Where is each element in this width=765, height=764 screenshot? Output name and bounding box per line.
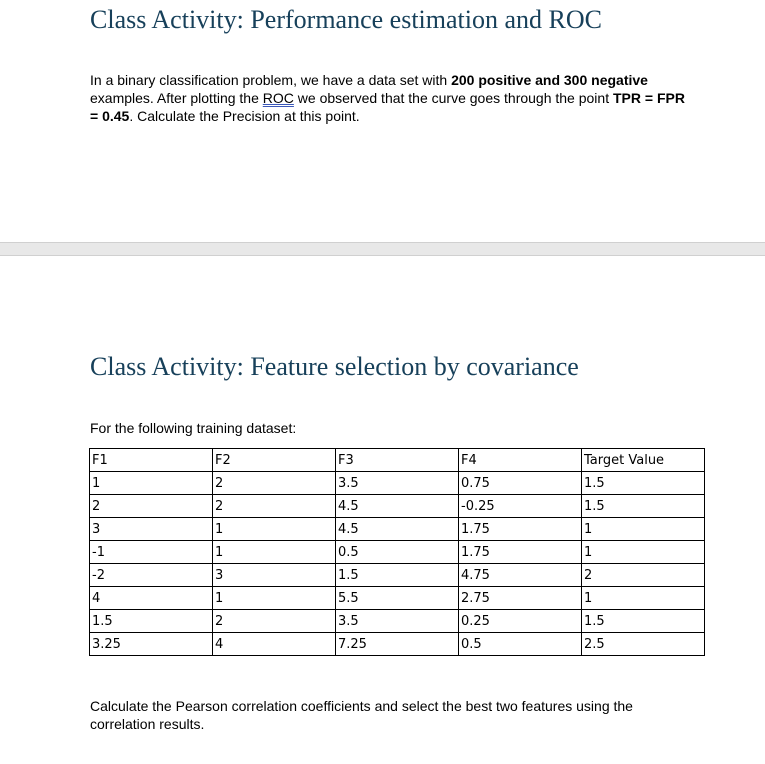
- table-cell: 1.5: [582, 472, 705, 495]
- table-row: [90, 587, 705, 610]
- table-cell: 4.5: [336, 518, 459, 541]
- column-header: F4: [459, 449, 582, 472]
- dataset-intro: For the following training dataset:: [90, 420, 297, 436]
- table-row: [90, 564, 705, 587]
- table-cell: 4.5: [336, 495, 459, 518]
- section-two-title: Class Activity: Feature selection by covariance: [90, 352, 579, 381]
- table-cell: 1.75: [459, 541, 582, 564]
- column-header: Target Value: [582, 449, 705, 472]
- table-cell: 1: [90, 472, 213, 495]
- table-cell: 1.5: [336, 564, 459, 587]
- table-row: [90, 472, 705, 495]
- table-cell: 1: [582, 518, 705, 541]
- table-cell: 2: [582, 564, 705, 587]
- table-cell: 2: [213, 610, 336, 633]
- training-dataset-table: [89, 448, 705, 656]
- table-cell: 3: [90, 518, 213, 541]
- table-cell: 7.25: [336, 633, 459, 656]
- table-cell: 2: [213, 495, 336, 518]
- table-cell: 0.5: [459, 633, 582, 656]
- table-cell: 1: [582, 587, 705, 610]
- table-cell: 2: [213, 472, 336, 495]
- problem-text-part: In a binary classification problem, we have a data set with: [90, 72, 452, 88]
- table-cell: -1: [90, 541, 213, 564]
- table-cell: 1.5: [90, 610, 213, 633]
- table-cell: 3.5: [336, 472, 459, 495]
- table-cell: 5.5: [336, 587, 459, 610]
- table-cell: 3.25: [90, 633, 213, 656]
- table-row: [90, 518, 705, 541]
- problem-text-part: . Calculate the Precision at this point.: [129, 108, 360, 124]
- table-row: [90, 541, 705, 564]
- correlation-question: Calculate the Pearson correlation coefficients and select the best two features using the correlation results.: [90, 698, 633, 732]
- table-cell: 3.5: [336, 610, 459, 633]
- table-cell: 1.75: [459, 518, 582, 541]
- column-header: F1: [90, 449, 213, 472]
- roc-term: ROC: [262, 90, 294, 106]
- table-cell: 1: [213, 587, 336, 610]
- table-cell: 0.5: [336, 541, 459, 564]
- table-row: [90, 610, 705, 633]
- table-cell: 2.75: [459, 587, 582, 610]
- problem-text-part: examples. After plotting the: [90, 90, 263, 106]
- table-row: [90, 633, 705, 656]
- table-cell: 1: [213, 518, 336, 541]
- table-cell: 4: [213, 633, 336, 656]
- table-cell: 2: [90, 495, 213, 518]
- class-counts: 200 positive and 300 negative: [451, 72, 648, 88]
- section-one-title: Class Activity: Performance estimation and ROC: [90, 5, 602, 34]
- table-cell: -0.25: [459, 495, 582, 518]
- table-cell: 4: [90, 587, 213, 610]
- column-header: F2: [213, 449, 336, 472]
- column-header: F3: [336, 449, 459, 472]
- tpr-fpr-value: TPR = FPR = 0.45: [90, 90, 685, 124]
- page-break: [0, 242, 765, 256]
- table-cell: 3: [213, 564, 336, 587]
- table-row: [90, 495, 705, 518]
- roc-problem-text: [90, 71, 690, 125]
- table-cell: 0.75: [459, 472, 582, 495]
- problem-text-part: we observed that the curve goes through the point: [293, 90, 613, 106]
- table-cell: 2.5: [582, 633, 705, 656]
- table-cell: -2: [90, 564, 213, 587]
- table-header-row: [90, 449, 705, 472]
- table-cell: 0.25: [459, 610, 582, 633]
- table-cell: 1: [213, 541, 336, 564]
- table-cell: 4.75: [459, 564, 582, 587]
- table-cell: 1.5: [582, 610, 705, 633]
- table-cell: 1.5: [582, 495, 705, 518]
- table-cell: 1: [582, 541, 705, 564]
